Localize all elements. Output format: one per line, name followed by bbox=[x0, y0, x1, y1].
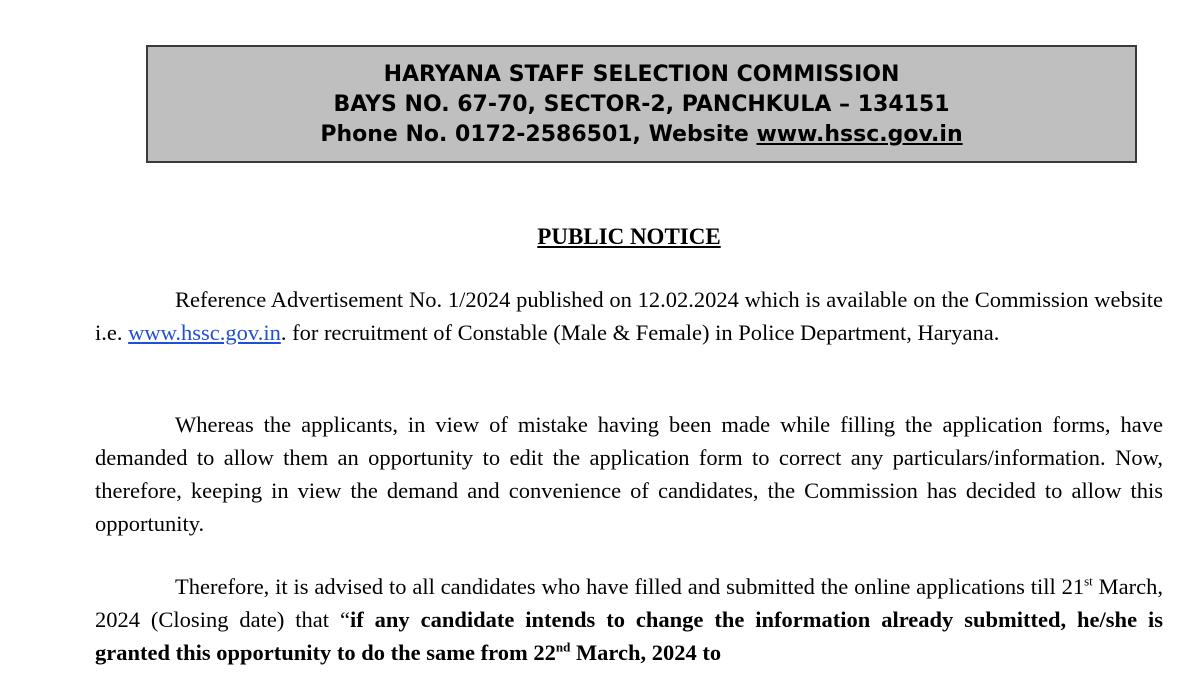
commission-address: BAYS NO. 67-70, SECTOR-2, PANCHKULA – 134151 bbox=[333, 92, 950, 117]
commission-name: HARYANA STAFF SELECTION COMMISSION bbox=[383, 62, 900, 87]
para2-text: Whereas the applicants, in view of mistake having been made while filling the application forms, have demanded to allow them an opportunity to edit the application form to correct any particulars/information. Now, therefore, keeping in view the demand and convenience of candidates, the Commission has decided to allow this opportunity. bbox=[95, 412, 1163, 536]
para1-website-link[interactable]: www.hssc.gov.in bbox=[128, 320, 281, 345]
para1-text-a: Reference Advertisement No. 1/2024 published on 12.02.2024 which is available on the Commission website i.e. bbox=[95, 287, 1163, 345]
notice-title: PUBLIC NOTICE bbox=[537, 224, 721, 249]
para3-bold-a: if any candidate intends to change the information already submitted, he/she is granted this opportunity to do the same from 22 bbox=[95, 607, 1163, 665]
commission-contact bbox=[148, 120, 1135, 150]
paragraph-therefore bbox=[95, 570, 1163, 669]
para1-text-b: . for recruitment of Constable (Male & Female) in Police Department, Haryana. bbox=[280, 320, 1000, 345]
website-link[interactable]: www.hssc.gov.in bbox=[756, 122, 963, 147]
para3-sup-a: st bbox=[1084, 573, 1093, 589]
paragraph-reference bbox=[95, 283, 1163, 349]
para3-text-a: Therefore, it is advised to all candidates who have filled and submitted the online applications till 21 bbox=[175, 574, 1085, 599]
contact-phone: Phone No. 0172-2586501, Website bbox=[320, 122, 757, 147]
para3-text-b: March, 2024 (Closing date) that “ bbox=[95, 574, 1163, 632]
letterhead-box bbox=[146, 45, 1137, 163]
paragraph-whereas bbox=[95, 408, 1163, 540]
para3-sup-b: nd bbox=[555, 639, 571, 655]
para3-bold-b: March, 2024 to bbox=[570, 640, 722, 665]
